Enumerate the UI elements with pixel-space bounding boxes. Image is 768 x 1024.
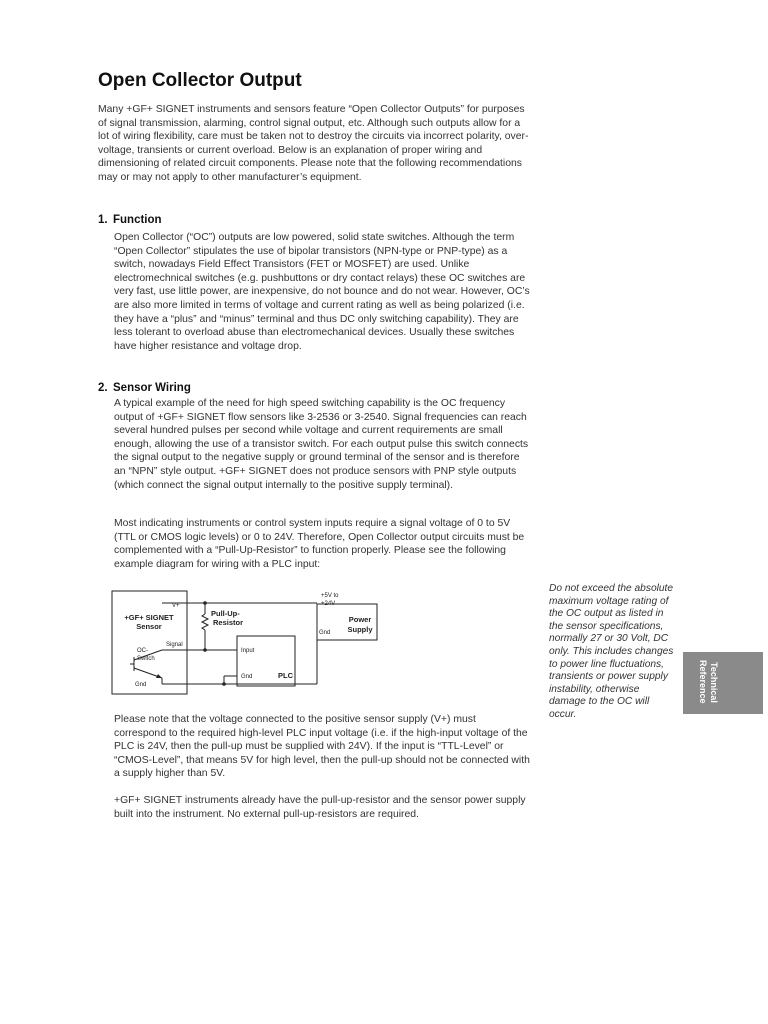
sensor-wiring-paragraph-1: A typical example of the need for high speed switching capability is the OC frequency output of +GF+ SIGNET flow sensors like 3-2536 or 3-2540. Signal frequencies can reach several hundred pulses per second while voltage and current requirements are small enough, allowing the use of a transistor switch. For each output pulse this switch connects the signal output to the negative supply or ground terminal of the sensor and is therefore an “NPN” style output. +GF+ SIGNET does not produce sensors with PNP style outputs (which connect the signal output internally to the positive supply terminal).: [114, 398, 529, 491]
power-supply-label: Power: [348, 615, 372, 624]
section-number: 1.: [98, 214, 108, 226]
section-function-heading: [98, 214, 162, 226]
oc-switch-label: OC-: [137, 648, 148, 654]
section-tab: [683, 652, 763, 714]
pullup-label: Pull-Up-: [211, 609, 240, 618]
sensor-gnd-label: Gnd: [135, 682, 147, 688]
supply-voltage-label-line2: +24V: [321, 601, 336, 607]
section-sensor-wiring-heading: [98, 382, 191, 394]
sensor-label: +GF+ SIGNET: [124, 613, 174, 622]
supply-gnd-label: Gnd: [319, 630, 331, 636]
supply-voltage-label: +5V to: [321, 593, 339, 599]
intro-paragraph: Many +GF+ SIGNET instruments and sensors feature “Open Collector Outputs” for purposes of signal transmission, alarming, control signal output, etc. Although such outputs allow for a lot of wiring flexibility, care must be taken not to destroy the circuits via incorrect polarity, over-voltage, transients or current overload. Below is an explanation of proper wiring and dimensioning of related circuit components. Please note that the following recommendations may or may not apply to other manufacturer’s equipment.: [98, 104, 529, 183]
sensor-label-line2: Sensor: [136, 622, 162, 631]
pullup-label-line2: Resistor: [213, 618, 244, 627]
vplus-label: V+: [172, 603, 180, 609]
voltage-warning-note: Do not exceed the absolute maximum voltage rating of the OC output as listed in the sensor specifications, normally 27 or 30 Volt, DC only. This includes changes to power line fluctuations, transients or power supply instability, otherwise damage to the OC will occur.: [549, 583, 674, 720]
function-paragraph: Open Collector (“OC”) outputs are low powered, solid state switches. Although the term “Open Collector” stipulates the use of bipolar transistors (NPN-type or PNP-type) as a switch, nowadays Field Effect Transistors (FET or MOSFET) are used. Unlike electromechnical switches (e.g. pushbuttons or dry contact relays) these OC switches are very fast, use little power, are inexpensive, do not bounce and do not wear. However, OC’s are also more limited in terms of voltage and current rating as well as being polarized (i.e. they have a “plus” and “minus” terminal and thus DC only switching capability). They are less tolerant to overload abuse than electromechanical devices. Usually these switches have higher resistance and voltage drop.: [114, 232, 530, 352]
resistor-symbol: [202, 614, 208, 630]
plc-wiring-diagram: [104, 588, 404, 698]
plc-label: PLC: [278, 671, 293, 680]
section-title: Function: [113, 214, 162, 226]
power-supply-label-line2: Supply: [347, 625, 373, 634]
section-number: 2.: [98, 382, 108, 394]
plc-input-label: Input: [241, 648, 255, 654]
section-title: Sensor Wiring: [113, 382, 191, 394]
plc-gnd-label: Gnd: [241, 674, 253, 680]
page-title: Open Collector Output: [98, 70, 302, 91]
sensor-wiring-paragraph-4: +GF+ SIGNET instruments already have the pull-up-resistor and the sensor power supply built into the instrument. No external pull-up-resistors are required.: [114, 795, 526, 820]
sensor-wiring-paragraph-3: Please note that the voltage connected to the positive sensor supply (V+) must correspond to the required high-level PLC input voltage (i.e. if the high-input voltage of the PLC is 24V, then the pull-up must be supplied with 24V). If the input is “TTL-Level” or “CMOS-Level”, that means 5V for high level, then the pull-up should not be connected with a supply higher than 5V.: [114, 714, 530, 780]
signal-label: Signal: [166, 642, 183, 648]
section-tab-label: Technical Reference: [698, 660, 719, 704]
oc-switch-label-line2: Switch: [137, 656, 155, 662]
sensor-wiring-paragraph-2: Most indicating instruments or control system inputs require a signal voltage of 0 to 5V (TTL or CMOS logic levels) or 0 to 24V. Therefore, Open Collector output circuits must be complemented with a “Pull-Up-Resistor” to function properly. Please see the following example diagram for wiring with a PLC input:: [114, 518, 525, 570]
